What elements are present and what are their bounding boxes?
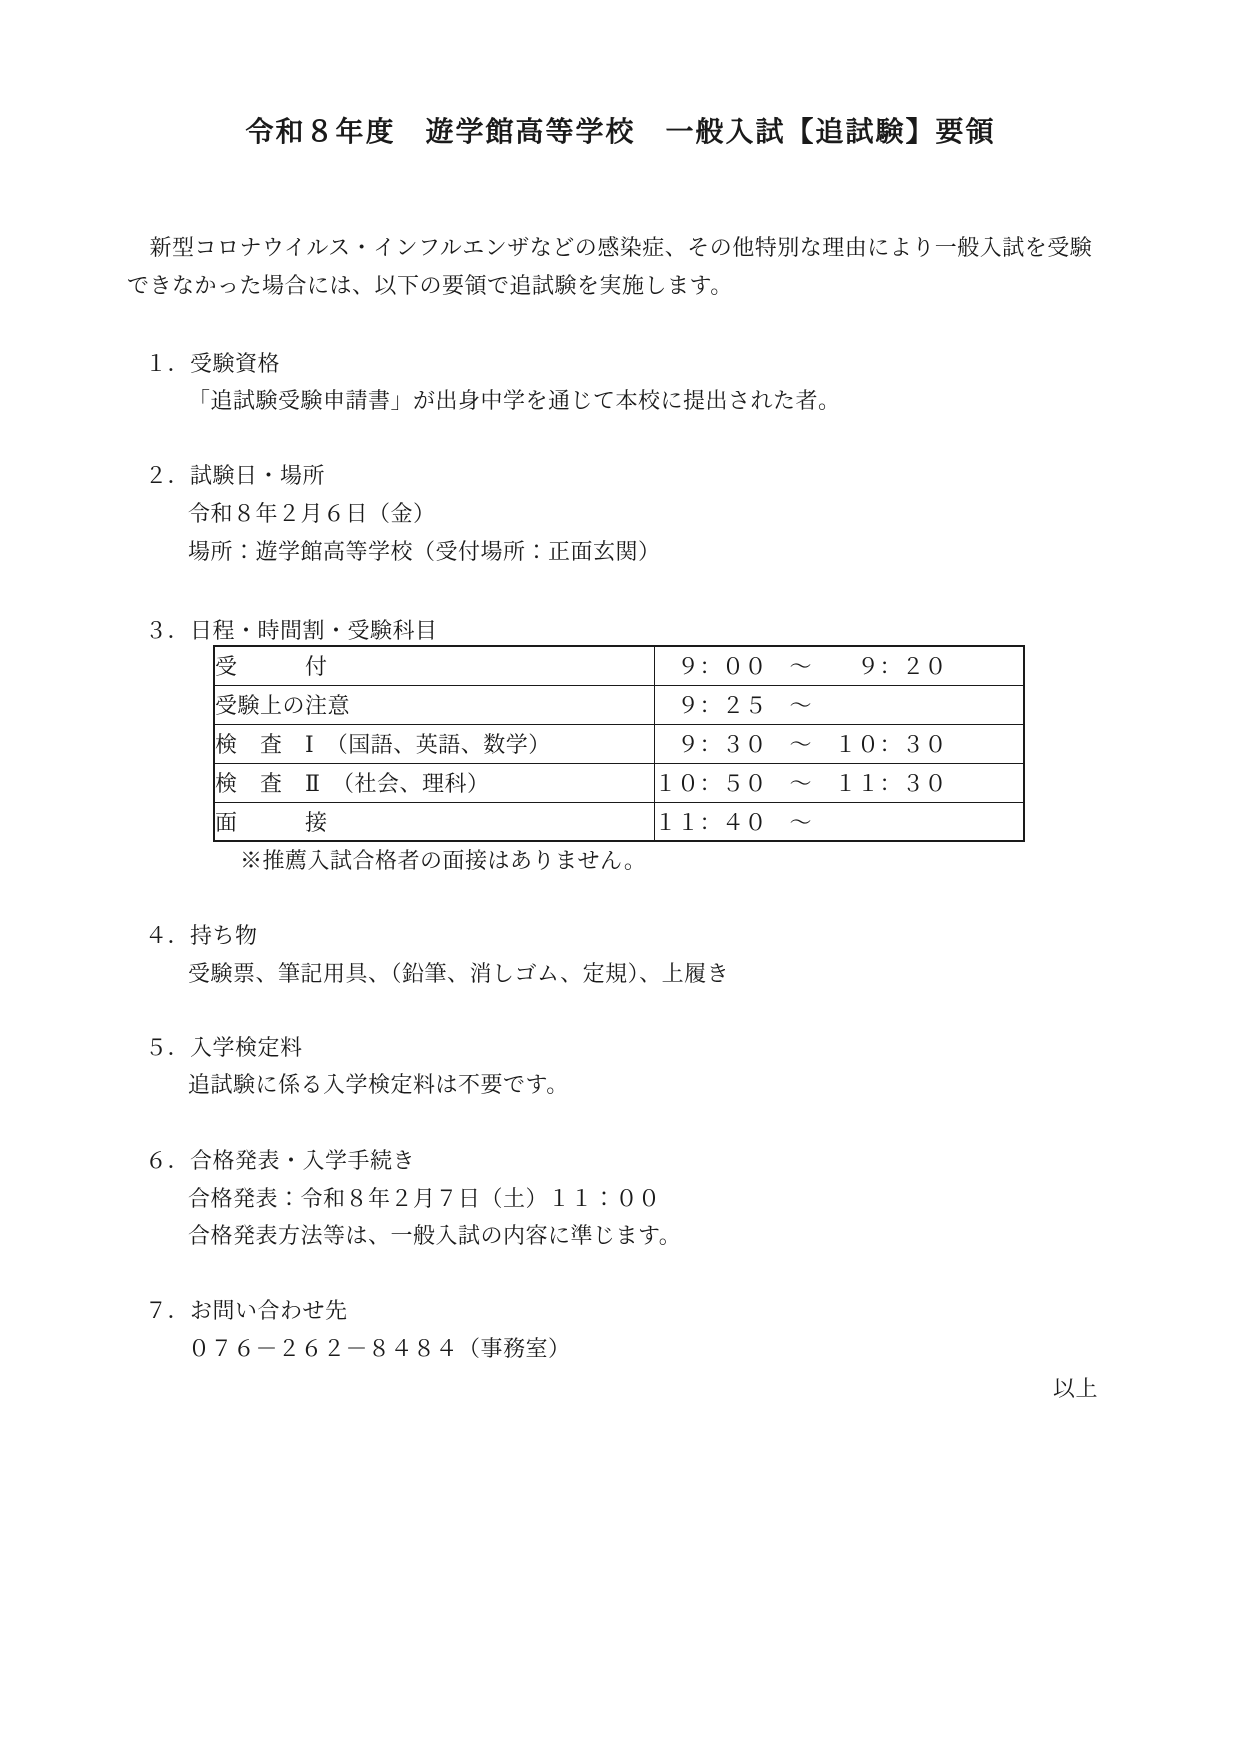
intro-paragraph-line-1: 新型コロナウイルス・インフルエンザなどの感染症、その他特別な理由により一般入試を受験 bbox=[127, 235, 1093, 260]
intro-paragraph-line-2: できなかった場合には、以下の要領で追試験を実施します。 bbox=[127, 273, 733, 298]
section-6-heading: ６．合格発表・入学手続き bbox=[145, 1148, 416, 1173]
section-6-announcement-method: 合格発表方法等は、一般入試の内容に準じます。 bbox=[188, 1223, 682, 1248]
section-5-heading: ５．入学検定料 bbox=[145, 1035, 303, 1060]
section-5-body: 追試験に係る入学検定料は不要です。 bbox=[188, 1072, 569, 1097]
table-row bbox=[214, 646, 1024, 685]
section-4-heading: ４．持ち物 bbox=[145, 923, 258, 948]
section-4-body: 受験票、筆記用具、（鉛筆、消しゴム、定規）、上履き bbox=[188, 961, 730, 986]
closing-word: 以上 bbox=[1052, 1376, 1098, 1401]
table-row bbox=[214, 763, 1024, 802]
schedule-item-cell: 検 査 Ⅰ （国語、英語、数学） bbox=[214, 724, 654, 763]
page-title: 令和８年度 遊学館高等学校 一般入試【追試験】要領 bbox=[245, 117, 996, 148]
schedule-item-cell: 検 査 Ⅱ （社会、理科） bbox=[214, 763, 654, 802]
section-1-body: 「追試験受験申請書」が出身中学を通じて本校に提出された者。 bbox=[188, 388, 841, 413]
table-row bbox=[214, 685, 1024, 724]
section-1-heading: １．受験資格 bbox=[145, 351, 281, 376]
schedule-time-cell: １１：４０ ～ bbox=[654, 802, 1024, 841]
section-7-heading: ７．お問い合わせ先 bbox=[145, 1298, 348, 1323]
section-6-announcement-date: 合格発表：令和８年２月７日（土）１１：００ bbox=[188, 1186, 661, 1211]
section-7-phone-number: ０７６－２６２－８４８４（事務室） bbox=[188, 1336, 571, 1361]
schedule-time-cell: ９：２５ ～ bbox=[654, 685, 1024, 724]
schedule-footnote: ※推薦入試合格者の面接はありません。 bbox=[240, 848, 647, 873]
section-2-heading: ２．試験日・場所 bbox=[145, 463, 326, 488]
table-row bbox=[214, 724, 1024, 763]
schedule-time-cell: ９：００ ～ ９：２０ bbox=[654, 646, 1024, 685]
table-row bbox=[214, 802, 1024, 841]
section-2-exam-date: 令和８年２月６日（金） bbox=[188, 501, 436, 526]
schedule-table bbox=[213, 645, 1025, 842]
schedule-item-cell: 面 接 bbox=[214, 802, 654, 841]
schedule-time-cell: ９：３０ ～ １０：３０ bbox=[654, 724, 1024, 763]
section-3-heading: ３．日程・時間割・受験科目 bbox=[145, 618, 438, 643]
schedule-time-cell: １０：５０ ～ １１：３０ bbox=[654, 763, 1024, 802]
section-2-exam-place: 場所：遊学館高等学校（受付場所：正面玄関） bbox=[188, 539, 661, 564]
schedule-item-cell: 受 付 bbox=[214, 646, 654, 685]
schedule-item-cell: 受験上の注意 bbox=[214, 685, 654, 724]
